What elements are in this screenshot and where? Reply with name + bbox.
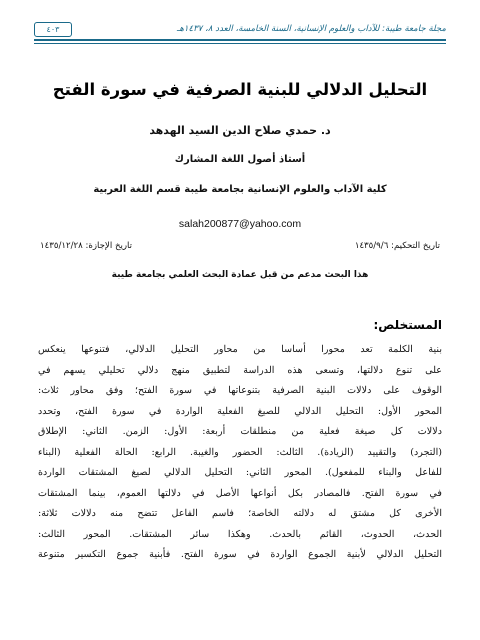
abstract-line: على تنوع دلالتها، وتسعى هذه الدراسة لتطبيق منهج دلالي تحليلي يسهم في [38,364,442,376]
abstract-line: في سورة الفتح. فالمصادر بكل أنواعها الأصل في دلالتها العموم، بينما المشتقات [38,487,442,499]
journal-citation: مجلة جامعة طيبة: للآداب والعلوم الإنسانية، السنة الخامسة، العدد ٨، ١٤٣٧هـ [176,24,446,34]
abstract-line: الحدث، الحدوث، القائم بالحدث. وهكذا سائر المشتقات. المحور الثالث: [38,528,442,540]
dates-row [40,241,440,257]
author-email: salah200877@yahoo.com [178,218,302,230]
funding-note: هذا البحث مدعم من قبل عمادة البحث العلمي بجامعة طيبة [111,270,369,280]
running-header [34,22,446,38]
author-name: د. حمدي صلاح الدين السيد الهدهد [149,124,331,137]
approval-date: تاريخ الإجازة: ١٤٣٥/١٢/٢٨ [40,241,133,251]
abstract-line: المحور الأول: التحليل الدلالي للصيغ الفعلية الواردة في سورة الفتح، وتحدد [38,405,442,417]
abstract-line: دلالات كل صيغة فعلية من منطلقات أربعة: الأول: الزمن. الثاني: الإطلاق [38,426,442,437]
abstract-line: الأخرى كل مشتق له دلالته الخاصة؛ فاسم الفاعل تتضح منه دلالات ثلاثة: [38,508,442,519]
abstract-body [38,340,442,566]
abstract-heading: المستخلص: [373,318,442,332]
author-affiliation: كلية الآداب والعلوم الإنسانية بجامعة طيبة قسم اللغة العربية [93,184,387,195]
review-date: تاريخ التحكيم: ١٤٣٥/٩/٦ [354,241,440,251]
page-number: ٤٠٣ [34,22,72,37]
header-rule-thick [34,39,446,41]
abstract-line: التحليل الدلالي لأبنية الجموع الواردة في سورة الفتح. فأبنية جموع التكسير متنوعة [38,549,442,560]
abstract-line: الوقوف على دلالات البنية الصرفية بتنوعاتها في سورة الفتح؛ وفق محاور ثلاث: [38,385,442,396]
author-rank: أستاذ أصول اللغة المشارك [174,154,306,165]
paper-title: التحليل الدلالي للبنية الصرفية في سورة الفتح [52,80,428,99]
abstract-line: (التجرد) والتقييد (الزيادة). الثالث: الحضور والغيبة. الرابع: الحالة الفعلية (البناء [38,446,442,458]
header-rule-thin [34,43,446,44]
abstract-line: بنية الكلمة تعد محورا أساسا من محاور التحليل الدلالي، فتنوعها ينعكس [38,344,442,355]
abstract-line: للفاعل والبناء للمفعول). المحور الثاني: التحليل الدلالي لصيغ المشتقات الواردة [38,467,442,478]
